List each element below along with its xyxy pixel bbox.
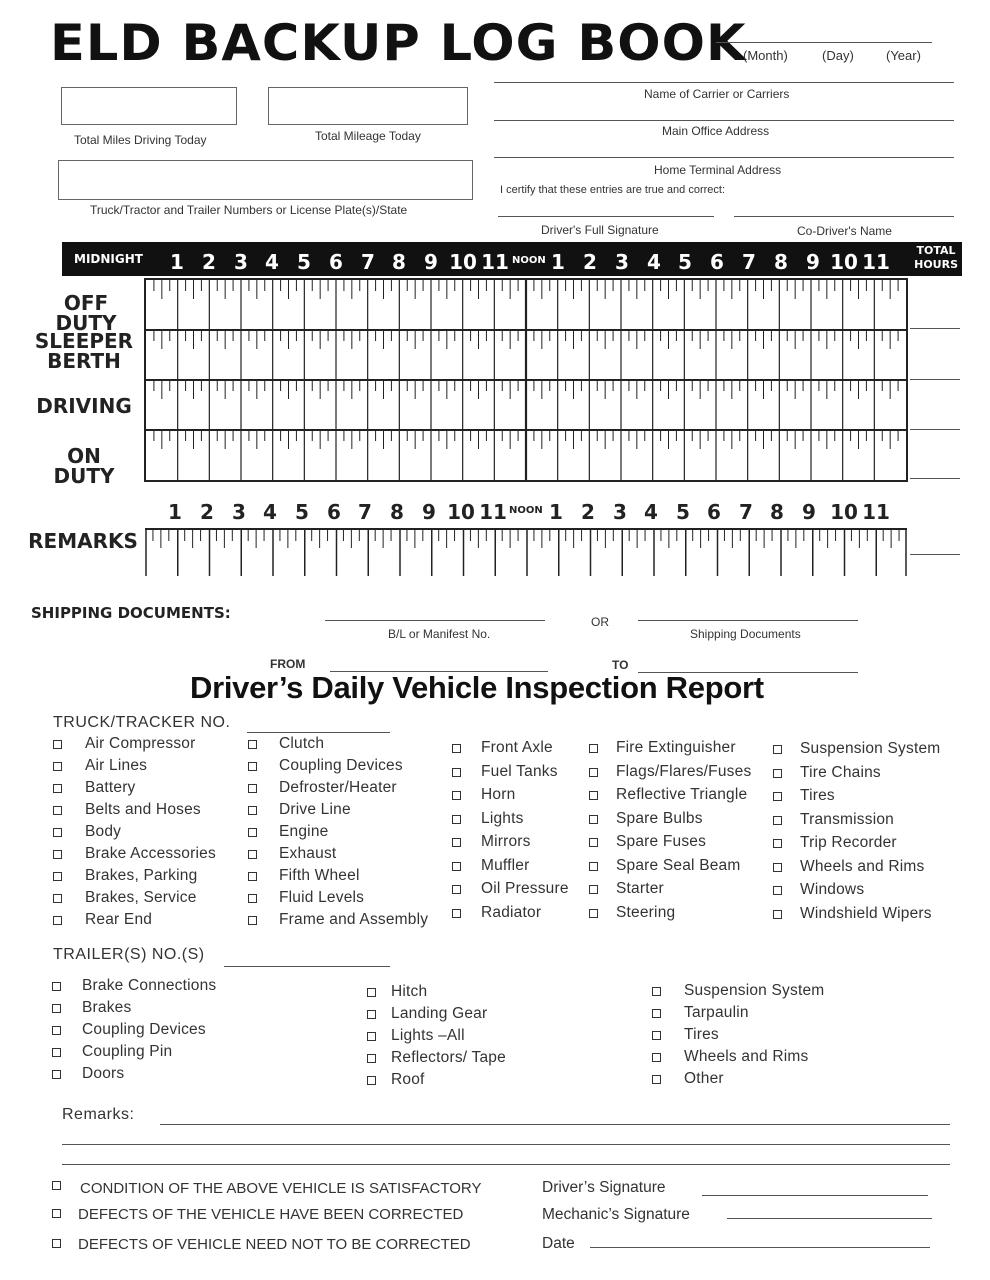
inspection-remarks-label: Remarks:: [62, 1106, 135, 1123]
remarks-hour-label: 8: [770, 500, 784, 524]
truck-item-label: Battery: [85, 779, 136, 796]
total-label: TOTAL: [916, 244, 956, 257]
remarks-line-1[interactable]: [160, 1124, 950, 1125]
day-label: (Day): [822, 48, 854, 63]
truck-item-checkbox[interactable]: [452, 768, 461, 777]
trailer-item-checkbox[interactable]: [652, 987, 661, 996]
date-line[interactable]: [716, 42, 932, 43]
trailer-item-checkbox[interactable]: [367, 1076, 376, 1085]
main-office-label: Main Office Address: [662, 124, 770, 138]
driver-signature-line-2[interactable]: [702, 1195, 928, 1196]
remarks-hour-label: 10: [447, 500, 475, 524]
date-label: Date: [542, 1235, 575, 1252]
truck-item-checkbox[interactable]: [452, 838, 461, 847]
hour-label: 5: [297, 250, 311, 274]
hour-label: 7: [742, 250, 756, 274]
page-title: ELD BACKUP LOG BOOK: [50, 14, 747, 72]
truck-item-checkbox[interactable]: [53, 916, 62, 925]
remarks-noon-label: NOON: [509, 505, 543, 516]
hour-label: 10: [830, 250, 858, 274]
hour-label: 4: [265, 250, 279, 274]
truck-item-label: Windshield Wipers: [800, 904, 932, 922]
hour-label: 3: [234, 250, 248, 274]
truck-numbers-box[interactable]: [58, 160, 473, 200]
remarks-hour-label: 9: [802, 500, 816, 524]
trailer-item-label: Roof: [391, 1071, 425, 1088]
truck-item-label: Flags/Flares/Fuses: [616, 762, 752, 780]
manifest-line[interactable]: [325, 620, 545, 621]
truck-item-checkbox[interactable]: [452, 885, 461, 894]
truck-item-checkbox[interactable]: [53, 850, 62, 859]
trailer-number-label: TRAILER(S) NO.(S): [53, 946, 205, 963]
hours-label: HOURS: [914, 258, 958, 271]
truck-item-checkbox[interactable]: [53, 806, 62, 815]
truck-item-checkbox[interactable]: [53, 740, 62, 749]
hour-label: 8: [774, 250, 788, 274]
trailer-item-label: Landing Gear: [391, 1005, 488, 1022]
truck-item-label: Tire Chains: [800, 763, 881, 781]
remarks-line-2[interactable]: [62, 1144, 950, 1145]
remarks-hour-label: 6: [707, 500, 721, 524]
truck-item-checkbox[interactable]: [773, 816, 782, 825]
truck-item-checkbox[interactable]: [452, 815, 461, 824]
truck-item-checkbox[interactable]: [773, 886, 782, 895]
truck-item-label: Drive Line: [279, 801, 351, 818]
truck-item-checkbox[interactable]: [248, 740, 257, 749]
trailer-number-line[interactable]: [224, 966, 390, 967]
hour-label: 6: [710, 250, 724, 274]
carrier-label: Name of Carrier or Carriers: [644, 87, 790, 101]
trailer-item-checkbox[interactable]: [652, 1031, 661, 1040]
trailer-item-label: Suspension System: [684, 982, 825, 999]
or-label: OR: [591, 615, 609, 629]
truck-item-label: Spare Seal Beam: [616, 856, 741, 874]
truck-item-label: Brakes, Service: [85, 889, 197, 906]
driver-signature-label: Driver's Full Signature: [541, 223, 659, 237]
inspection-title: Driver’s Daily Vehicle Inspection Report: [190, 670, 764, 705]
truck-item-checkbox[interactable]: [773, 745, 782, 754]
mechanic-signature-label: Mechanic’s Signature: [542, 1206, 690, 1223]
truck-item-checkbox[interactable]: [773, 792, 782, 801]
defects-not-corrected-checkbox[interactable]: [52, 1239, 61, 1248]
hour-label: 8: [392, 250, 406, 274]
trailer-item-label: Coupling Pin: [82, 1043, 173, 1060]
truck-item-checkbox[interactable]: [589, 838, 598, 847]
trailer-item-label: Hitch: [391, 983, 428, 1000]
truck-item-label: Radiator: [481, 903, 542, 921]
hour-label: 9: [806, 250, 820, 274]
truck-item-label: Horn: [481, 786, 516, 803]
truck-item-label: Transmission: [800, 810, 894, 828]
duty-status-grid[interactable]: [144, 278, 908, 482]
remarks-grid-lines: [145, 528, 907, 576]
hour-label: 11: [862, 250, 890, 274]
trailer-item-checkbox[interactable]: [52, 1048, 61, 1057]
trailer-item-checkbox[interactable]: [52, 1026, 61, 1035]
remarks-hour-label: 4: [263, 500, 277, 524]
total-on-duty-line[interactable]: [910, 478, 960, 479]
codriver-line[interactable]: [734, 216, 954, 217]
trailer-item-checkbox[interactable]: [52, 1004, 61, 1013]
date-line-2[interactable]: [590, 1247, 930, 1248]
truck-item-label: Brake Accessories: [85, 845, 216, 862]
trailer-item-checkbox[interactable]: [367, 1010, 376, 1019]
truck-item-label: Front Axle: [481, 739, 553, 756]
truck-item-checkbox[interactable]: [248, 850, 257, 859]
truck-item-label: Clutch: [279, 735, 325, 752]
hour-label: 7: [361, 250, 375, 274]
total-mileage-box[interactable]: [268, 87, 468, 125]
remarks-hour-label: 7: [739, 500, 753, 524]
hour-label: 6: [329, 250, 343, 274]
truck-item-checkbox[interactable]: [248, 828, 257, 837]
hour-label: 1: [170, 250, 184, 274]
remarks-hour-label: 2: [581, 500, 595, 524]
driver-signature-line[interactable]: [498, 216, 714, 217]
trailer-item-label: Doors: [82, 1065, 125, 1082]
driving-label: DRIVING: [36, 394, 132, 418]
truck-item-label: Oil Pressure: [481, 880, 569, 897]
hour-label: 4: [647, 250, 661, 274]
truck-item-checkbox[interactable]: [248, 806, 257, 815]
truck-item-checkbox[interactable]: [53, 828, 62, 837]
trailer-item-label: Lights –All: [391, 1027, 465, 1044]
truck-item-label: Spare Fuses: [616, 833, 707, 850]
trailer-item-label: Brakes: [82, 999, 132, 1016]
truck-numbers-label: Truck/Tractor and Trailer Numbers or License Plate(s)/State: [90, 203, 408, 217]
truck-item-label: Suspension System: [800, 740, 941, 757]
hour-label: 10: [449, 250, 477, 274]
truck-item-label: Defroster/Heater: [279, 779, 397, 796]
on-duty-label: ON DUTY: [53, 444, 115, 488]
truck-item-label: Fire Extinguisher: [616, 739, 736, 756]
sleeper-label-1: SLEEPER: [34, 329, 134, 353]
truck-item-checkbox[interactable]: [589, 744, 598, 753]
home-terminal-label: Home Terminal Address: [654, 163, 782, 177]
midnight-label: MIDNIGHT: [74, 252, 143, 266]
truck-item-checkbox[interactable]: [589, 791, 598, 800]
truck-item-label: Tires: [800, 787, 835, 804]
truck-item-label: Wheels and Rims: [800, 857, 925, 875]
truck-item-checkbox[interactable]: [248, 894, 257, 903]
truck-item-label: Frame and Assembly: [279, 911, 429, 928]
truck-item-checkbox[interactable]: [53, 762, 62, 771]
trailer-item-checkbox[interactable]: [652, 1075, 661, 1084]
trailer-item-label: Wheels and Rims: [684, 1048, 809, 1065]
remarks-grid[interactable]: [145, 528, 907, 576]
trailer-item-checkbox[interactable]: [367, 1032, 376, 1041]
defects-corrected-checkbox[interactable]: [52, 1209, 61, 1218]
certify-label: I certify that these entries are true and correct:: [500, 184, 725, 196]
truck-item-checkbox[interactable]: [248, 762, 257, 771]
mechanic-signature-line[interactable]: [727, 1218, 932, 1219]
remarks-hour-label: 3: [613, 500, 627, 524]
trailer-item-label: Reflectors/ Tape: [391, 1049, 506, 1066]
trailer-item-label: Tarpaulin: [684, 1004, 749, 1021]
shipping-docs-label: Shipping Documents: [690, 627, 801, 641]
truck-number-label: TRUCK/TRACKER NO.: [53, 714, 231, 731]
remarks-hour-label: 3: [232, 500, 246, 524]
remarks-hour-label: 1: [549, 500, 563, 524]
shipping-docs-line[interactable]: [638, 620, 858, 621]
hour-label: 2: [202, 250, 216, 274]
off-duty-label: OFF DUTY: [55, 291, 117, 335]
truck-number-line[interactable]: [247, 732, 390, 733]
from-label: FROM: [270, 657, 306, 671]
truck-item-checkbox[interactable]: [773, 769, 782, 778]
trailer-item-checkbox[interactable]: [52, 1070, 61, 1079]
to-label: TO: [612, 658, 629, 672]
hour-label: 3: [615, 250, 629, 274]
remarks-hour-label: 5: [295, 500, 309, 524]
truck-item-label: Engine: [279, 823, 329, 840]
remarks-hour-label: 10: [830, 500, 858, 524]
truck-item-checkbox[interactable]: [589, 815, 598, 824]
truck-item-label: Starter: [616, 880, 664, 897]
truck-item-checkbox[interactable]: [773, 910, 782, 919]
remarks-hour-label: 6: [327, 500, 341, 524]
truck-item-checkbox[interactable]: [452, 791, 461, 800]
trailer-item-checkbox[interactable]: [367, 988, 376, 997]
truck-item-checkbox[interactable]: [452, 862, 461, 871]
year-label: (Year): [886, 48, 921, 63]
truck-item-label: Brakes, Parking: [85, 867, 198, 884]
defects-corrected-label: DEFECTS OF THE VEHICLE HAVE BEEN CORRECTED: [78, 1206, 464, 1223]
total-sleeper-line[interactable]: [910, 379, 960, 380]
remarks-line-3[interactable]: [62, 1164, 950, 1165]
truck-item-checkbox[interactable]: [589, 862, 598, 871]
condition-satisfactory-checkbox[interactable]: [52, 1181, 61, 1190]
truck-item-checkbox[interactable]: [248, 872, 257, 881]
trailer-item-label: Brake Connections: [82, 977, 217, 994]
sleeper-label-2: BERTH: [47, 349, 121, 373]
total-mileage-label: Total Mileage Today: [315, 129, 421, 143]
hour-label: 1: [551, 250, 565, 274]
truck-item-checkbox[interactable]: [773, 863, 782, 872]
driver-signature-label-2: Driver’s Signature: [542, 1179, 666, 1196]
remarks-total-line[interactable]: [910, 554, 960, 555]
truck-item-label: Fifth Wheel: [279, 867, 360, 884]
hour-label: 11: [481, 250, 509, 274]
total-miles-box[interactable]: [61, 87, 237, 125]
manifest-label: B/L or Manifest No.: [388, 627, 491, 641]
truck-item-checkbox[interactable]: [452, 744, 461, 753]
truck-item-label: Body: [85, 823, 122, 840]
total-driving-line[interactable]: [910, 429, 960, 430]
truck-item-checkbox[interactable]: [589, 909, 598, 918]
total-hours-label: [914, 244, 958, 272]
truck-item-label: Rear End: [85, 911, 153, 928]
hour-label: 5: [678, 250, 692, 274]
trailer-item-label: Other: [684, 1070, 724, 1087]
truck-item-checkbox[interactable]: [452, 909, 461, 918]
carrier-line[interactable]: [494, 82, 954, 83]
truck-item-label: Steering: [616, 903, 676, 921]
remarks-hour-label: 8: [390, 500, 404, 524]
trailer-item-checkbox[interactable]: [367, 1054, 376, 1063]
truck-item-label: Air Lines: [85, 757, 148, 774]
defects-not-corrected-label: DEFECTS OF VEHICLE NEED NOT TO BE CORRECTED: [78, 1236, 471, 1253]
remarks-hour-label: 9: [422, 500, 436, 524]
trailer-item-checkbox[interactable]: [652, 1053, 661, 1062]
remarks-hour-label: 11: [862, 500, 890, 524]
remarks-hour-label: 2: [200, 500, 214, 524]
truck-item-checkbox[interactable]: [589, 885, 598, 894]
trailer-item-checkbox[interactable]: [52, 982, 61, 991]
condition-satisfactory-label: CONDITION OF THE ABOVE VEHICLE IS SATISFACTORY: [80, 1180, 482, 1197]
remarks-hour-label: 1: [168, 500, 182, 524]
hours-header-bar: [62, 242, 962, 276]
total-miles-label: Total Miles Driving Today: [74, 133, 207, 147]
truck-item-label: Mirrors: [481, 833, 531, 850]
remarks-hour-label: 4: [644, 500, 658, 524]
remarks-hour-label: 7: [358, 500, 372, 524]
total-off-duty-line[interactable]: [910, 328, 960, 329]
truck-item-checkbox[interactable]: [53, 894, 62, 903]
truck-item-label: Spare Bulbs: [616, 809, 703, 827]
truck-item-checkbox[interactable]: [53, 784, 62, 793]
hour-label: 2: [583, 250, 597, 274]
main-office-line[interactable]: [494, 120, 954, 121]
truck-item-label: Reflective Triangle: [616, 786, 748, 803]
truck-item-label: Exhaust: [279, 845, 337, 862]
truck-item-checkbox[interactable]: [248, 916, 257, 925]
truck-item-checkbox[interactable]: [248, 784, 257, 793]
remarks-label: REMARKS: [28, 529, 138, 553]
truck-item-checkbox[interactable]: [53, 872, 62, 881]
truck-item-checkbox[interactable]: [589, 768, 598, 777]
truck-item-label: Fuel Tanks: [481, 762, 558, 780]
truck-item-label: Windows: [800, 881, 865, 898]
truck-item-label: Lights: [481, 809, 524, 827]
trailer-item-checkbox[interactable]: [652, 1009, 661, 1018]
truck-item-label: Air Compressor: [85, 735, 196, 752]
truck-item-label: Muffler: [481, 856, 530, 874]
remarks-hour-label: 5: [676, 500, 690, 524]
trailer-item-label: Tires: [684, 1026, 719, 1043]
month-label: (Month): [743, 48, 788, 63]
home-terminal-line[interactable]: [494, 157, 954, 158]
truck-item-checkbox[interactable]: [773, 839, 782, 848]
truck-item-label: Fluid Levels: [279, 889, 365, 906]
shipping-documents-label: SHIPPING DOCUMENTS:: [31, 604, 231, 622]
trailer-item-label: Coupling Devices: [82, 1021, 206, 1038]
truck-item-label: Coupling Devices: [279, 757, 403, 774]
remarks-hour-label: 11: [479, 500, 507, 524]
codriver-label: Co-Driver's Name: [797, 224, 892, 238]
hour-label: 9: [424, 250, 438, 274]
truck-item-label: Belts and Hoses: [85, 801, 201, 818]
noon-label: NOON: [512, 255, 546, 266]
grid-lines: [146, 280, 906, 480]
truck-item-label: Trip Recorder: [800, 834, 897, 851]
